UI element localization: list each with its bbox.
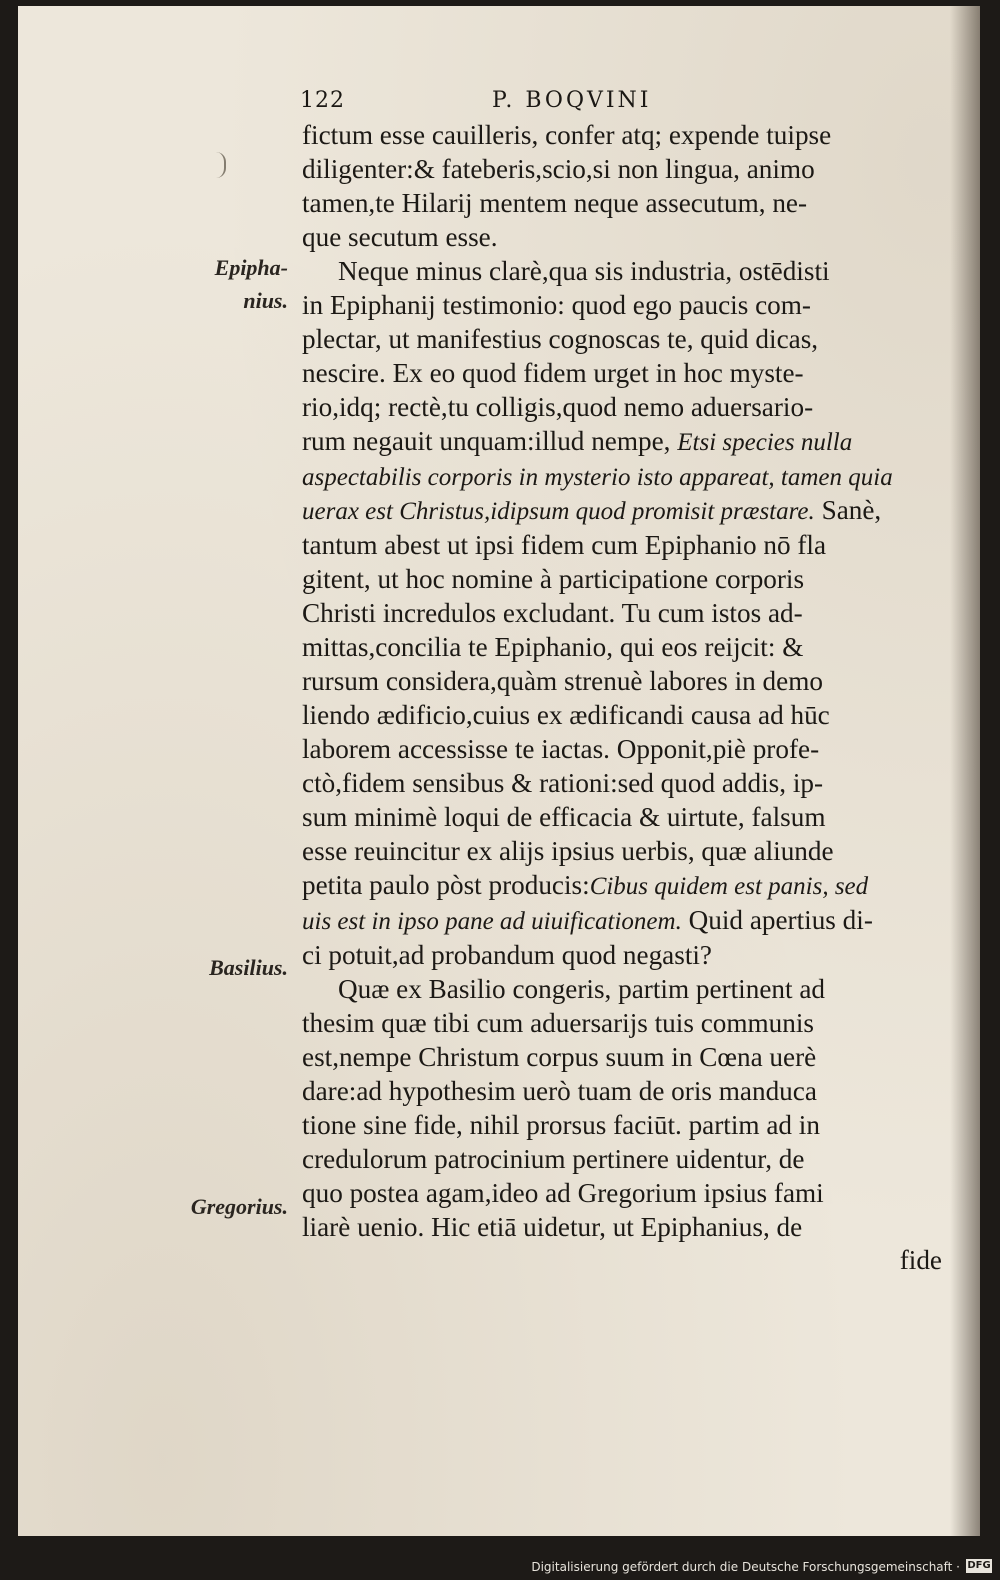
text-line: gitent, ut hoc nomine à participatione corporis <box>302 564 805 595</box>
text-line <box>302 494 942 529</box>
text-line: quo postea agam,ideo ad Gregorium ipsius fami <box>302 1177 824 1208</box>
text-line: ci potuit,ad probandum quod negasti? <box>302 939 712 970</box>
text-line: sum minimè loqui de efficacia & uirtute, falsum <box>302 802 826 833</box>
marginal-note-basilius: Basilius. <box>209 955 288 980</box>
italic-run: uerax est Christus,idipsum quod promisit præstare. <box>302 498 815 526</box>
text-line: nescire. Ex eo quod fidem urget in hoc myste- <box>302 357 804 388</box>
footer-credit: Digitalisierung gefördert durch die Deutsche Forschungsgemeinschaft · <box>531 1560 960 1574</box>
text-line: ctò,fidem sensibus & rationi:sed quod addis, ip- <box>302 768 824 799</box>
book-page <box>18 6 980 1536</box>
digitization-footer <box>0 1550 1000 1580</box>
pencil-mark <box>214 152 226 178</box>
marginal-note-line: Epipha- <box>214 255 288 280</box>
running-header <box>300 88 940 116</box>
text-line: diligenter:& fateberis,scio,si non lingua, animo <box>302 153 815 184</box>
text-line: que secutum esse. <box>302 221 498 252</box>
text-run: Sanè, <box>821 495 882 526</box>
text-line: Christi incredulos excludant. Tu cum istos ad- <box>302 598 803 629</box>
text-line: Neque minus clarè,qua sis industria, ostēdisti <box>338 255 830 286</box>
text-line: rio,idq; rectè,tu colligis,quod nemo aduersario- <box>302 391 814 422</box>
text-line: tamen,te Hilarij mentem neque assecutum, ne- <box>302 187 808 218</box>
text-line: liendo ædificio,cuius ex ædificandi causa ad hūc <box>302 700 830 731</box>
text-run: Quid apertius di- <box>688 904 873 935</box>
italic-run: Etsi species nulla <box>677 428 853 456</box>
text-line <box>302 869 942 904</box>
body-text <box>302 119 942 1278</box>
italic-run: Cibus quidem est panis, sed <box>589 872 869 900</box>
text-line: plectar, ut manifestius cognoscas te, quid dicas, <box>302 323 819 354</box>
text-line <box>302 460 942 495</box>
text-line: mittas,concilia te Epiphanio, qui eos reijcit: & <box>302 632 804 663</box>
text-line: credulorum patrocinium pertinere uidentur, de <box>302 1143 805 1174</box>
text-line: thesim quæ tibi cum aduersarijs tuis communis <box>302 1007 814 1038</box>
page-gutter-shadow <box>950 6 980 1536</box>
page-number: 122 <box>300 88 345 113</box>
italic-run: aspectabilis corporis in mysterio isto appareat, tamen quia <box>302 463 893 491</box>
text-line: liarè uenio. Hic etiā uidetur, ut Epiphanius, de <box>302 1211 803 1242</box>
italic-run: uis est in ipso pane ad uiuificationem. <box>302 907 682 935</box>
catchword: fide <box>899 1245 942 1276</box>
text-line <box>302 904 942 939</box>
text-line <box>302 425 942 460</box>
text-line: esse reuincitur ex alijs ipsius uerbis, quæ aliunde <box>302 836 834 867</box>
text-run: rum negauit unquam:illud nempe, <box>302 425 671 456</box>
text-line: est,nempe Christum corpus suum in Cœna uerè <box>302 1041 817 1072</box>
text-line: tantum abest ut ipsi fidem cum Epiphanio nō fla <box>302 530 827 561</box>
text-line: fictum esse cauilleris, confer atq; expende tuipse <box>302 120 832 150</box>
text-line: Quæ ex Basilio congeris, partim pertinent ad <box>338 973 825 1004</box>
text-line: tione sine fide, nihil prorsus faciūt. partim ad in <box>302 1109 820 1140</box>
marginal-note-line: nius. <box>243 288 288 313</box>
text-line: dare:ad hypothesim uerò tuam de oris manduca <box>302 1075 817 1106</box>
dfg-logo: DFG <box>967 1560 991 1571</box>
marginal-note-epiphanius <box>188 251 288 317</box>
text-line: in Epiphanij testimonio: quod ego paucis com- <box>302 289 811 320</box>
text-line: laborem accessisse te iactas. Opponit,piè profe- <box>302 734 820 765</box>
text-line: rursum considera,quàm strenuè labores in demo <box>302 666 823 697</box>
marginal-note-gregorius: Gregorius. <box>190 1194 288 1219</box>
text-run: petita paulo pòst producis: <box>302 869 590 900</box>
running-head: P. BOQVINI <box>492 88 652 113</box>
